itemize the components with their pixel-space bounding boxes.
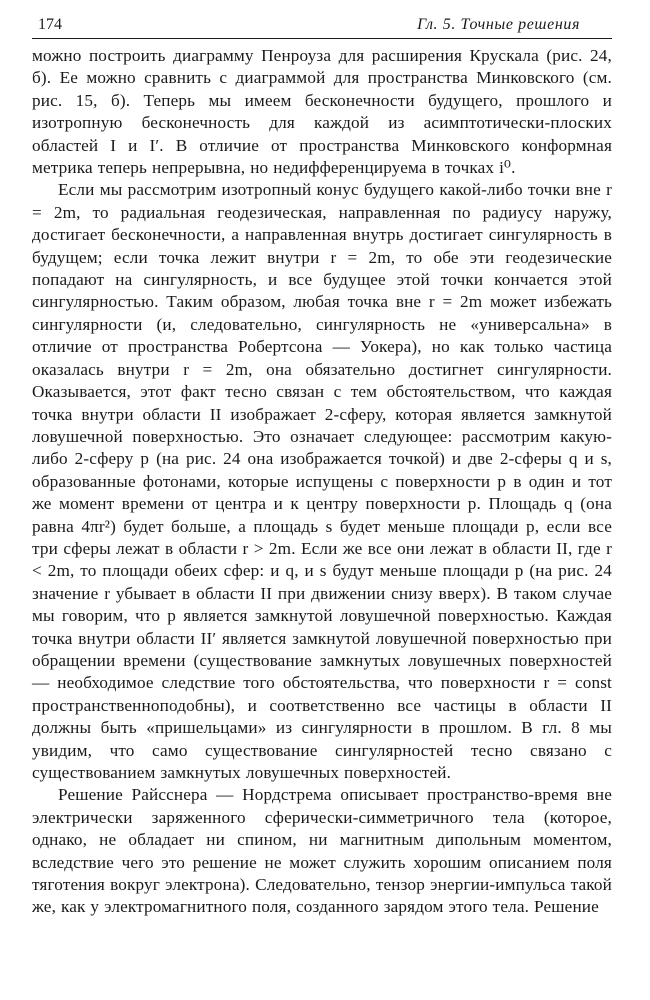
header-rule: [32, 38, 612, 39]
running-header: [32, 14, 612, 38]
chapter-title: Гл. 5. Точные решения: [417, 16, 580, 33]
page-number: 174: [38, 16, 62, 33]
book-page: [32, 14, 612, 919]
body-text: [32, 45, 612, 919]
paragraph-2: Если мы рассмотрим изотропный конус будущего какой-либо точки вне r = 2m, то радиальная геодезическая, направленная по радиусу наружу, достигает бесконечности, а направленная внутрь достигает сингулярность в будущем; если точка лежит внутри r = 2m, то обе эти геодезические попадают на сингулярность, и все будущее этой точки кончается этой сингулярностью. Таким образом, любая точка вне r = 2m может избежать сингулярности (и, следовательно, сингулярность не «универсальна» в отличие от пространства Робертсона — Уокера), но как только частица оказалась внутри r = 2m, она обязательно достигнет сингулярности. Оказывается, этот факт тесно связан с тем обстоятельством, что каждая точка внутри области II изображает 2-сферу, которая является замкнутой ловушечной поверхностью. Это означает следующее: рассмотрим какую-либо 2-сферу p (на рис. 24 она изображается точкой) и две 2-сферы q и s, образованные фотонами, которые испущены с поверхности p в один и тот же момент времени от центра и к центру поверхности p. Площадь q (она равна 4πr²) будет больше, а площадь s будет меньше площади p, если все три сферы лежат в области r > 2m. Если же все они лежат в области II, где r < 2m, то площади обеих сфер: и q, и s будут меньше площади p (на рис. 24 значение r убывает в области II при движении снизу вверх). В таком случае мы говорим, что p является замкнутой ловушечной поверхностью. Каждая точка внутри области II′ является замкнутой ловушечной поверхностью при обращении времени (существование замкнутых ловушечных поверхностей — необходимое следствие того обстоятельства, что поверхности r = const пространственноподобны), и соответственно все частицы в области II должны быть «пришельцами» из сингулярности в прошлом. В гл. 8 мы увидим, что само существование сингулярностей тесно связано с существованием замкнутых ловушечных поверхностей.: [32, 180, 612, 782]
paragraph-3: Решение Райсснера — Нордстрема описывает пространство-время вне электрически заряженного сферически-симметричного тела (которое, однако, не обладает ни спином, ни магнитным дипольным моментом, вследствие чего это решение не может служить хорошим описанием поля тяготения вокруг электрона). Следовательно, тензор энергии-импульса такой же, как у электромагнитного поля, созданного зарядом этого тела. Решение: [32, 785, 612, 917]
paragraph-1: можно построить диаграмму Пенроуза для расширения Крускала (рис. 24, б). Ее можно сравнить с диаграммой для пространства Минковского (см. рис. 15, б). Теперь мы имеем бесконечности будущего, прошлого и изотропную бесконечность для каждой из асимптотически-плоских областей I и I′. В отличие от пространства Минковского конформная метрика теперь непрерывна, но недифференцируема в точках i⁰.: [32, 46, 612, 178]
